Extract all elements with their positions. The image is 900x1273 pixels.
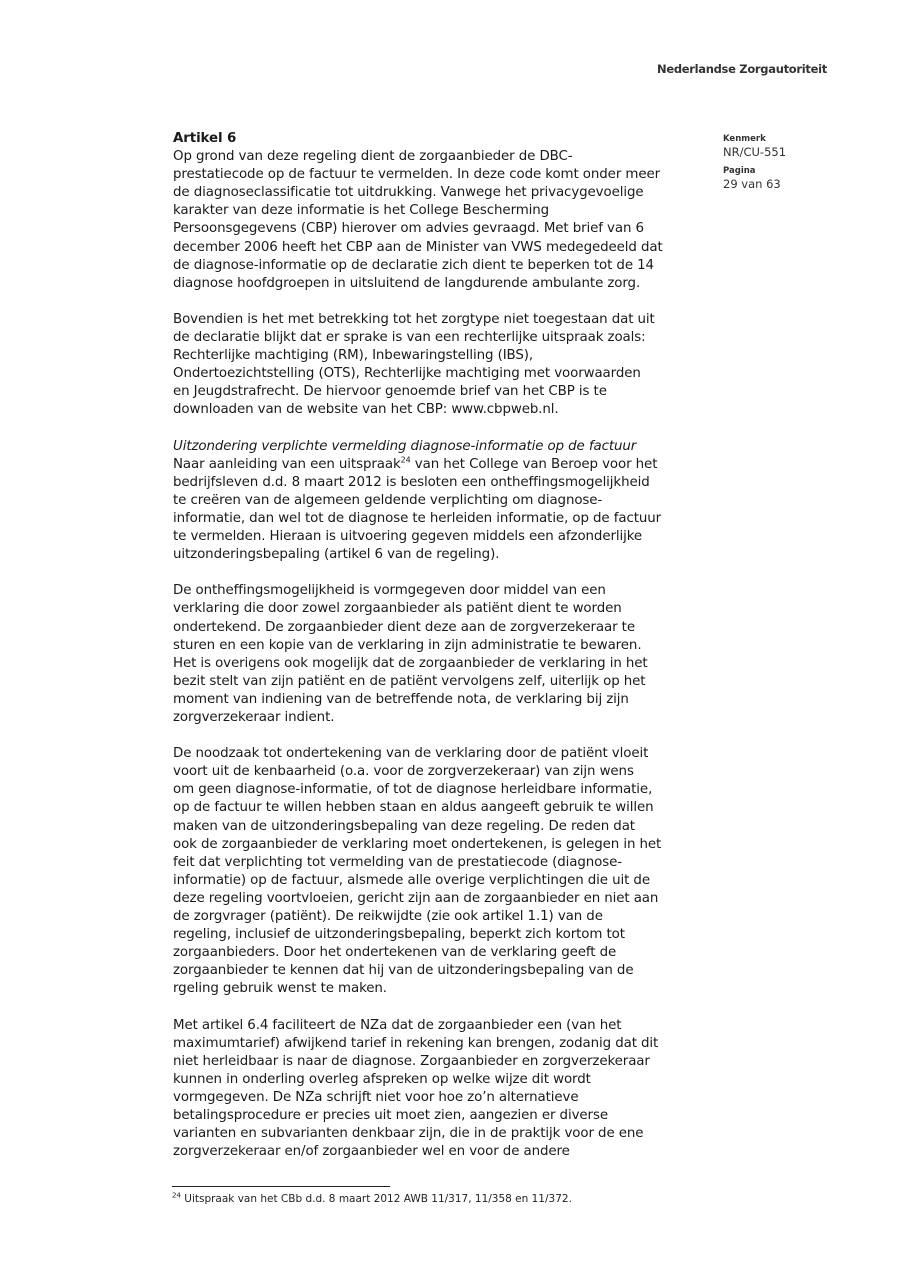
text-line: Rechterlijke machtiging (RM), Inbewaringstelling (IBS),: [173, 348, 534, 364]
pagina-label: Pagina: [723, 166, 756, 176]
text-line: op de factuur te willen hebben staan en aldus aangeeft gebruik te willen: [173, 800, 654, 816]
text-line: varianten en subvarianten denkbaar zijn, die in de praktijk voor de ene: [173, 1126, 644, 1142]
text-line: Ondertoezichtstelling (OTS), Rechterlijke machtiging met voorwaarden: [173, 366, 641, 382]
kenmerk-label: Kenmerk: [723, 134, 766, 144]
text-line: prestatiecode op de factuur te vermelden. In deze code komt onder meer: [173, 167, 661, 183]
kenmerk-value: NR/CU-551: [723, 145, 787, 159]
text-line: zorgaanbieder te kennen dat hij van de uitzonderingsbepaling van de: [173, 963, 634, 979]
paragraph-5: [173, 745, 693, 998]
text-line: uitzonderingsbepaling (artikel 6 van de regeling).: [173, 547, 500, 563]
article-title: Artikel 6: [173, 131, 237, 146]
text-line: diagnose hoofdgroepen in uitsluitend de langdurende ambulante zorg.: [173, 275, 641, 291]
text-line: Bovendien is het met betrekking tot het zorgtype niet toegestaan dat uit: [173, 311, 655, 327]
pagina-value: 29 van 63: [723, 177, 781, 191]
p3-first-post: van het College van Beroep voor het: [410, 456, 658, 472]
text-line: zorgverzekeraar indient.: [173, 710, 335, 725]
text-line: te creëren van de algemeen geldende verplichting om diagnose-: [173, 492, 603, 508]
text-line: en Jeugdstrafrecht. De hiervoor genoemde brief van het CBP is te: [173, 384, 607, 400]
text-line: regeling, inclusief de uitzonderingsbepaling, beperkt zich kortom tot: [173, 927, 625, 943]
paragraph-3: [173, 438, 693, 565]
text-line: de zorgvrager (patiënt). De reikwijdte (zie ook artikel 1.1) van de: [173, 909, 603, 925]
text-line: bedrijfsleven d.d. 8 maart 2012 is besloten een ontheffingsmogelijkheid: [173, 474, 650, 490]
text-line: rgeling gebruik wenst te maken.: [173, 981, 387, 997]
text-line: Persoonsgegevens (CBP) hierover om advies gevraagd. Met brief van 6: [173, 221, 644, 237]
text-line: voort uit de kenbaarheid (o.a. voor de zorgverzekeraar) van zijn wens: [173, 764, 634, 780]
text-line: kunnen in onderling overleg afspreken op welke wijze dit wordt: [173, 1071, 591, 1087]
article-body: [173, 130, 693, 1179]
text-line: maximumtarief) afwijkend tarief in rekening kan brengen, zodanig dat dit: [173, 1035, 659, 1051]
organization-header: Nederlandse Zorgautoriteit: [657, 62, 827, 76]
paragraph-6: [173, 1017, 693, 1162]
text-line: downloaden van de website van het CBP: www.cbpweb.nl.: [173, 402, 559, 418]
text-line: Het is overigens ook mogelijk dat de zorgaanbieder de verklaring in het: [173, 655, 648, 671]
text-line: de diagnose-informatie op de declaratie zich dient te beperken tot de 14: [173, 257, 654, 273]
text-line: niet herleidbaar is naar de diagnose. Zorgaanbieder en zorgverzekeraar: [173, 1053, 650, 1069]
text-line: te vermelden. Hieraan is uitvoering gegeven middels een afzonderlijke: [173, 529, 643, 545]
text-line: informatie) op de factuur, alsmede alle overige verplichtingen die uit de: [173, 872, 650, 888]
footnote: [172, 1193, 572, 1205]
text-line: zorgaanbieders. Door het ondertekenen van de verklaring geeft de: [173, 945, 617, 961]
text-line: karakter van deze informatie is het College Bescherming: [173, 203, 550, 219]
text-line: maken van de uitzonderingsbepaling van deze regeling. De reden dat: [173, 818, 635, 834]
text-line: feit dat verplichting tot vermelding van de prestatiecode (diagnose-: [173, 854, 622, 870]
text-line: Op grond van deze regeling dient de zorgaanbieder de DBC-: [173, 149, 573, 165]
text-line: vormgegeven. De NZa schrijft niet voor hoe zo’n alternatieve: [173, 1089, 579, 1105]
subheading: Uitzondering verplichte vermelding diagnose-informatie op de factuur: [173, 438, 637, 454]
text-line: deze regeling voortvloeien, gericht zijn aan de zorgaanbieder en niet aan: [173, 890, 659, 906]
text-line: zorgverzekeraar en/of zorgaanbieder wel en voor de andere: [173, 1144, 570, 1160]
text-line: de declaratie blijkt dat er sprake is van een rechterlijke uitspraak zoals:: [173, 330, 646, 346]
footnote-ref[interactable]: 24: [400, 455, 411, 465]
text-line: moment van indiening van de betreffende nota, de verklaring bij zijn: [173, 691, 629, 707]
p3-rest: [173, 474, 693, 564]
text-line: ook de zorgaanbieder de verklaring moet ondertekenen, is gelegen in het: [173, 836, 662, 852]
text-line: informatie, dan wel tot de diagnose te herleiden informatie, op de factuur: [173, 510, 662, 526]
footnote-divider: [172, 1186, 390, 1187]
text-line: ondertekend. De zorgaanbieder dient deze aan de zorgverzekeraar te: [173, 619, 635, 635]
paragraph-4: [173, 582, 693, 727]
footnote-text: Uitspraak van het CBb d.d. 8 maart 2012 AWB 11/317, 11/358 en 11/372.: [180, 1193, 572, 1205]
text-line: verklaring die door zowel zorgaanbieder als patiënt dient te worden: [173, 601, 622, 617]
text-line: Met artikel 6.4 faciliteert de NZa dat de zorgaanbieder een (van het: [173, 1017, 622, 1033]
text-line: december 2006 heeft het CBP aan de Minister van VWS medegedeeld dat: [173, 239, 663, 255]
text-line: De ontheffingsmogelijkheid is vormgegeven door middel van een: [173, 583, 606, 599]
text-line: sturen en een kopie van de verklaring in zijn administratie te bewaren.: [173, 637, 642, 653]
text-line: De noodzaak tot ondertekening van de verklaring door de patiënt vloeit: [173, 746, 649, 762]
footnote-number: 24: [172, 1191, 181, 1200]
text-line: bezit stelt van zijn patiënt en de patiënt vervolgens zelf, uiterlijk op het: [173, 673, 646, 689]
document-metadata: [723, 133, 883, 197]
p3-first-pre: Naar aanleiding van een uitspraak: [173, 456, 401, 472]
text-line: de diagnoseclassificatie tot uitdrukking. Vanwege het privacygevoelige: [173, 185, 644, 201]
paragraph-1: [173, 148, 693, 293]
text-line: om geen diagnose-informatie, of tot de diagnose herleidbare informatie,: [173, 782, 653, 798]
text-line: betalingsprocedure er precies uit moet zien, aangezien er diverse: [173, 1108, 608, 1124]
paragraph-2: [173, 311, 693, 420]
